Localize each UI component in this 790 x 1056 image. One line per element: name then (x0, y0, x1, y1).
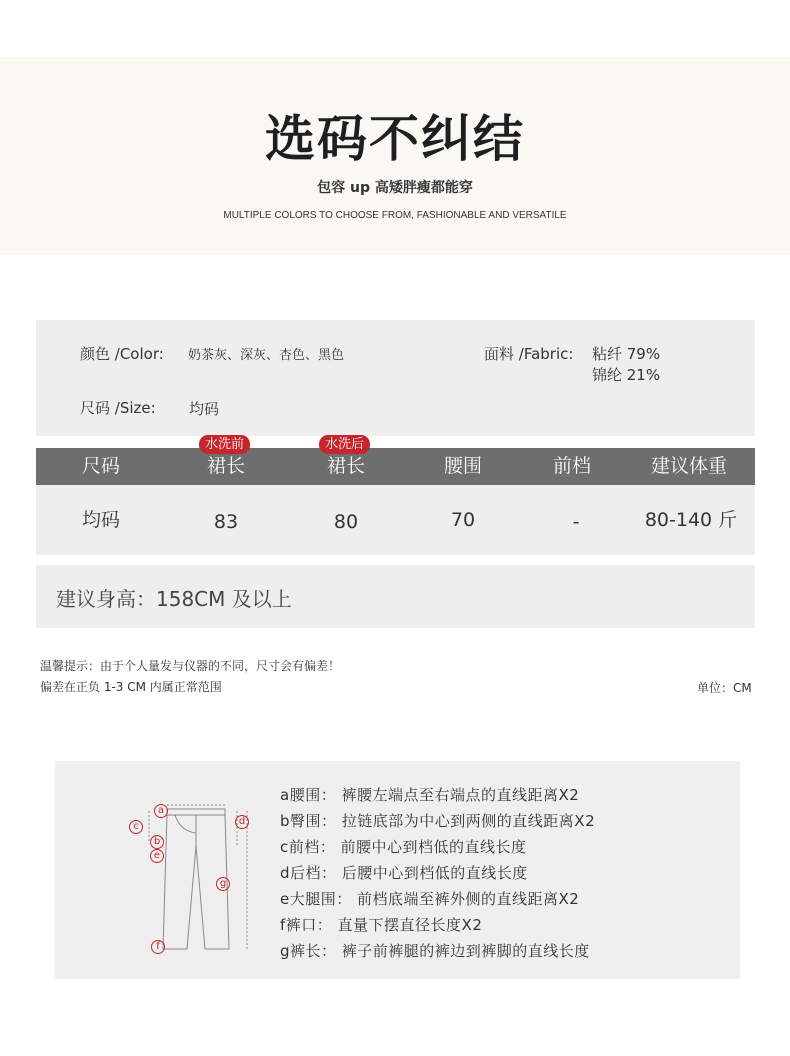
badge-before-wash: 水洗前 (199, 435, 250, 454)
page-subtitle-en: MULTIPLE COLORS TO CHOOSE FROM, FASHIONABLE AND VERSATILE (223, 210, 567, 221)
measurement-guide (55, 761, 740, 979)
size-table-header (36, 448, 755, 485)
unit-text: 单位：CM (697, 681, 752, 695)
marker-a: a (154, 804, 168, 818)
size-label: 尺码 /Size: (80, 399, 156, 417)
marker-d: d (235, 815, 249, 829)
marker-g: g (216, 877, 230, 891)
table-row (36, 485, 755, 555)
measure-line-e: e大腿围： 前档底端至裤外侧的直线距离X2 (280, 890, 580, 908)
header-length-after: 裙长 (326, 455, 365, 477)
cell-size: 均码 (81, 509, 120, 531)
marker-c: c (129, 820, 143, 834)
fabric-label: 面料 /Fabric: (484, 345, 574, 363)
header-length-before: 裙长 (206, 455, 245, 477)
measure-line-f: f裤口： 直量下摆直径长度X2 (280, 916, 483, 934)
measure-line-g: g裤长： 裤子前裤腿的裤边到裤脚的直线长度 (280, 942, 590, 960)
color-value: 奶茶灰、深灰、杏色、黑色 (188, 348, 345, 363)
page-title: 选码不纠结 (265, 110, 525, 168)
cell-waist: 70 (450, 509, 476, 531)
cell-front-rise: - (572, 511, 580, 533)
marker-e: e (150, 849, 164, 863)
cell-weight: 80-140 斤 (644, 509, 738, 531)
page-subtitle: 包容 up 高矮胖瘦都能穿 (317, 180, 473, 196)
header-front-rise: 前档 (552, 455, 591, 477)
tip-text: 温馨提示：由于个人量发与仪器的不同，尺寸会有偏差！ (40, 659, 341, 673)
tolerance-text: 偏差在正负 1-3 CM 内属正常范围 (40, 680, 222, 694)
suggested-height: 建议身高：158CM 及以上 (56, 587, 292, 611)
header-size: 尺码 (81, 455, 120, 477)
hero-banner (0, 57, 790, 255)
size-value: 均码 (189, 400, 220, 418)
measure-line-a: a腰围： 裤腰左端点至右端点的直线距离X2 (280, 786, 580, 804)
marker-f: f (151, 940, 165, 954)
header-waist: 腰围 (443, 455, 482, 477)
cell-length-after: 80 (333, 511, 359, 533)
measure-line-d: d后档： 后腰中心到档低的直线长度 (280, 864, 528, 882)
measure-line-c: c前档： 前腰中心到档低的直线长度 (280, 838, 527, 856)
header-weight: 建议体重 (650, 455, 727, 477)
badge-after-wash: 水洗后 (319, 435, 370, 454)
fabric-value-2: 锦纶 21% (592, 366, 661, 384)
suggested-height-panel (36, 565, 755, 628)
cell-length-before: 83 (213, 511, 239, 533)
measure-line-b: b臀围： 拉链底部为中心到两侧的直线距离X2 (280, 812, 596, 830)
marker-b: b (150, 835, 164, 849)
fabric-value-1: 粘纤 79% (592, 345, 661, 363)
color-label: 颜色 /Color: (80, 345, 164, 363)
product-info-panel (36, 320, 755, 436)
